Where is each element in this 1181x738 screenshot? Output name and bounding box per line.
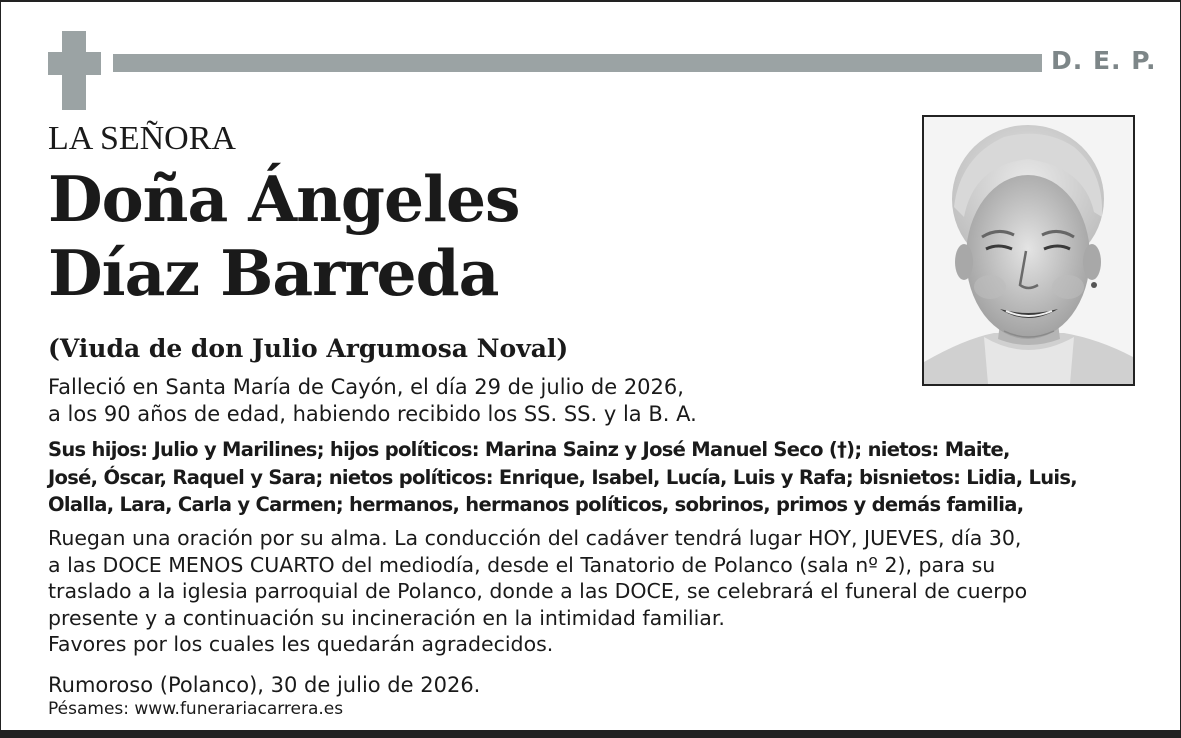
- funeral-line: Ruegan una oración por su alma. La conducción del cadáver tendrá lugar HOY, JUEVES, día 30,: [48, 526, 1022, 550]
- family-list: [48, 436, 1138, 519]
- family-line: Olalla, Lara, Carla y Carmen; hermanos, hermanos políticos, sobrinos, primos y demás familia,: [48, 493, 1024, 516]
- portrait-photo: [922, 115, 1135, 386]
- funeral-details: [48, 525, 1027, 658]
- funeral-line: Favores por los cuales les quedarán agradecidos.: [48, 632, 554, 657]
- cross-icon: [48, 31, 101, 110]
- name-line-1: Doña Ángeles: [48, 162, 520, 236]
- name-line-2: Díaz Barreda: [48, 236, 499, 310]
- honorific-title: LA SEÑORA: [48, 120, 236, 157]
- death-details: [48, 374, 697, 428]
- header-rule: [113, 54, 1042, 72]
- dep-label: D. E. P.: [1051, 46, 1157, 75]
- funeral-line: a las DOCE MENOS CUARTO del mediodía, desde el Tanatorio de Polanco (sala nº 2), para su: [48, 552, 996, 577]
- family-line: Sus hijos: Julio y Marilines; hijos políticos: Marina Sainz y José Manuel Seco (†); nietos: Maite,: [48, 438, 1010, 461]
- condolences-link[interactable]: Pésames: www.funerariacarrera.es: [48, 699, 344, 719]
- funeral-line: presente y a continuación su incineración en la intimidad familiar.: [48, 605, 725, 630]
- death-line: a los 90 años de edad, habiendo recibido los SS. SS. y la B. A.: [48, 402, 697, 426]
- family-line: José, Óscar, Raquel y Sara; nietos políticos: Enrique, Isabel, Lucía, Luis y Rafa; bisnietos: Lidia, Luis,: [48, 465, 1078, 489]
- place-date: Rumoroso (Polanco), 30 de julio de 2026.: [48, 673, 481, 697]
- funeral-line: traslado a la iglesia parroquial de Polanco, donde a las DOCE, se celebrará el funeral de cuerpo: [48, 579, 1028, 604]
- widow-of: (Viuda de don Julio Argumosa Noval): [48, 334, 569, 363]
- death-line: Falleció en Santa María de Cayón, el día 29 de julio de 2026,: [48, 375, 684, 399]
- deceased-name: [48, 162, 520, 310]
